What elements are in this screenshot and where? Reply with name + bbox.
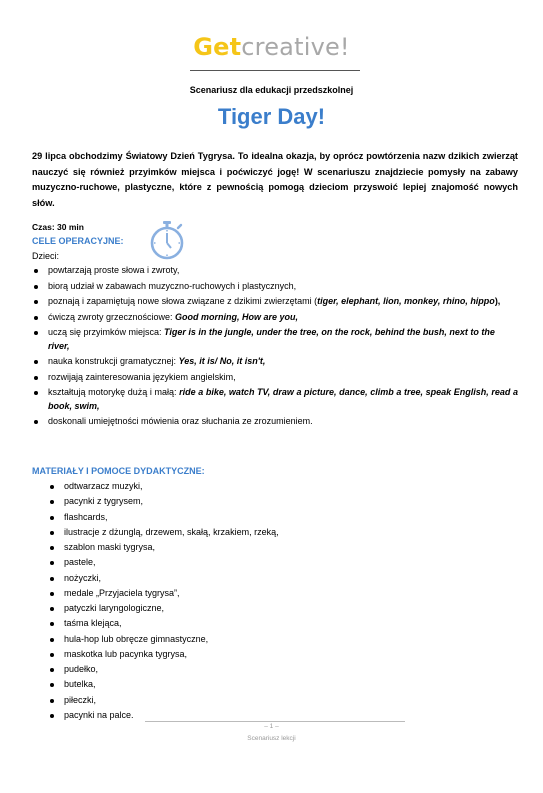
goal-item [48,326,518,353]
logo-divider [190,70,360,71]
goal-item [48,415,518,429]
material-item: taśma klejąca, [64,617,484,631]
goal-text: doskonali umiejętności mówienia oraz słuchania ze zrozumieniem. [48,416,313,426]
logo-creative: creative! [241,33,350,61]
material-item: butelka, [64,678,484,692]
goal-text: kształtują motorykę dużą i małą: [48,387,180,397]
goal-text: poznają i zapamiętują nowe słowa związane z dzikimi zwierzętami ( [48,296,318,306]
goal-item [48,386,518,413]
footer-label: Scenariusz lekcji [247,735,296,742]
material-item: odtwarzacz muzyki, [64,480,484,494]
goals-heading: CELE OPERACYJNE: [32,236,124,246]
goal-example: Good morning, How are you, [175,311,299,322]
logo-get: Get [193,33,242,61]
goal-item [48,264,518,278]
goal-text: biorą udział w zabawach muzyczno-ruchowych i plastycznych, [48,280,297,291]
document-title: Tiger Day! [217,104,326,129]
brand-logo [0,33,543,61]
material-item: pudełko, [64,663,484,677]
materials-list [64,480,484,724]
material-item: maskotka lub pacynka tygrysa, [64,648,484,662]
footer-divider [145,721,405,722]
duration-label: Czas: 30 min [32,222,84,232]
goal-example: tiger, elephant, lion, monkey, rhino, hippo [317,296,495,306]
goal-text: powtarzają proste słowa i zwroty, [48,265,180,275]
goal-tail: ), [494,296,501,306]
goal-text: uczą się przyimków miejsca: [48,327,165,337]
document-subtitle: Scenariusz dla edukacji przedszkolnej [189,85,354,95]
goal-text: ćwiczą zwroty grzecznościowe: [48,311,176,322]
goals-list [48,264,518,431]
materials-heading: MATERIAŁY I POMOCE DYDAKTYCZNE: [32,466,205,476]
material-item: pacynki z tygrysem, [64,495,484,509]
intro-paragraph: 29 lipca obchodzimy Światowy Dzień Tygrysa. To idealna okazja, by oprócz powtórzenia nazw dzikich zwierząt nauczyć się również przyimków miejsca i poćwiczyć jogę! W scenariuszu znajdziecie pomysły na zabawy muzyczno-ruchowe, plastyczne, które z pewnością pomogą dzieciom przyswoić lepiej znajomość nowych słów. [32,151,518,208]
goal-text: nauka konstrukcji gramatycznej: [48,356,179,366]
material-item: piłeczki, [64,694,484,708]
goal-item [48,295,518,309]
goal-example: ride a bike, watch TV, draw a picture, dance, climb a tree, speak English, read a book, swim, [48,387,518,411]
material-item: patyczki laryngologiczne, [64,602,484,616]
material-item: szablon maski tygrysa, [64,541,484,555]
goal-text: rozwijają zainteresowania językiem angielskim, [48,371,236,382]
material-item: medale „Przyjaciela tygrysa”, [64,587,484,601]
goal-item [48,355,518,369]
material-item: flashcards, [64,511,484,525]
goal-item [48,371,518,385]
goals-intro: Dzieci: [32,251,60,261]
stopwatch-icon [148,220,186,260]
goal-example: Yes, it is/ No, it isn't, [178,356,266,366]
goal-example: Tiger is in the jungle, under the tree, on the rock, behind the bush, next to the river, [48,327,495,351]
goal-item [48,311,518,325]
material-item: nożyczki, [64,572,484,586]
goal-item [48,280,518,294]
material-item: hula-hop lub obręcze gimnastyczne, [64,633,484,647]
material-item: pastele, [64,556,484,570]
material-item: pacynki na palce. [64,709,484,723]
material-item: ilustracje z dżunglą, drzewem, skałą, krzakiem, rzeką, [64,526,484,540]
page-number: – 1 – [264,723,279,730]
